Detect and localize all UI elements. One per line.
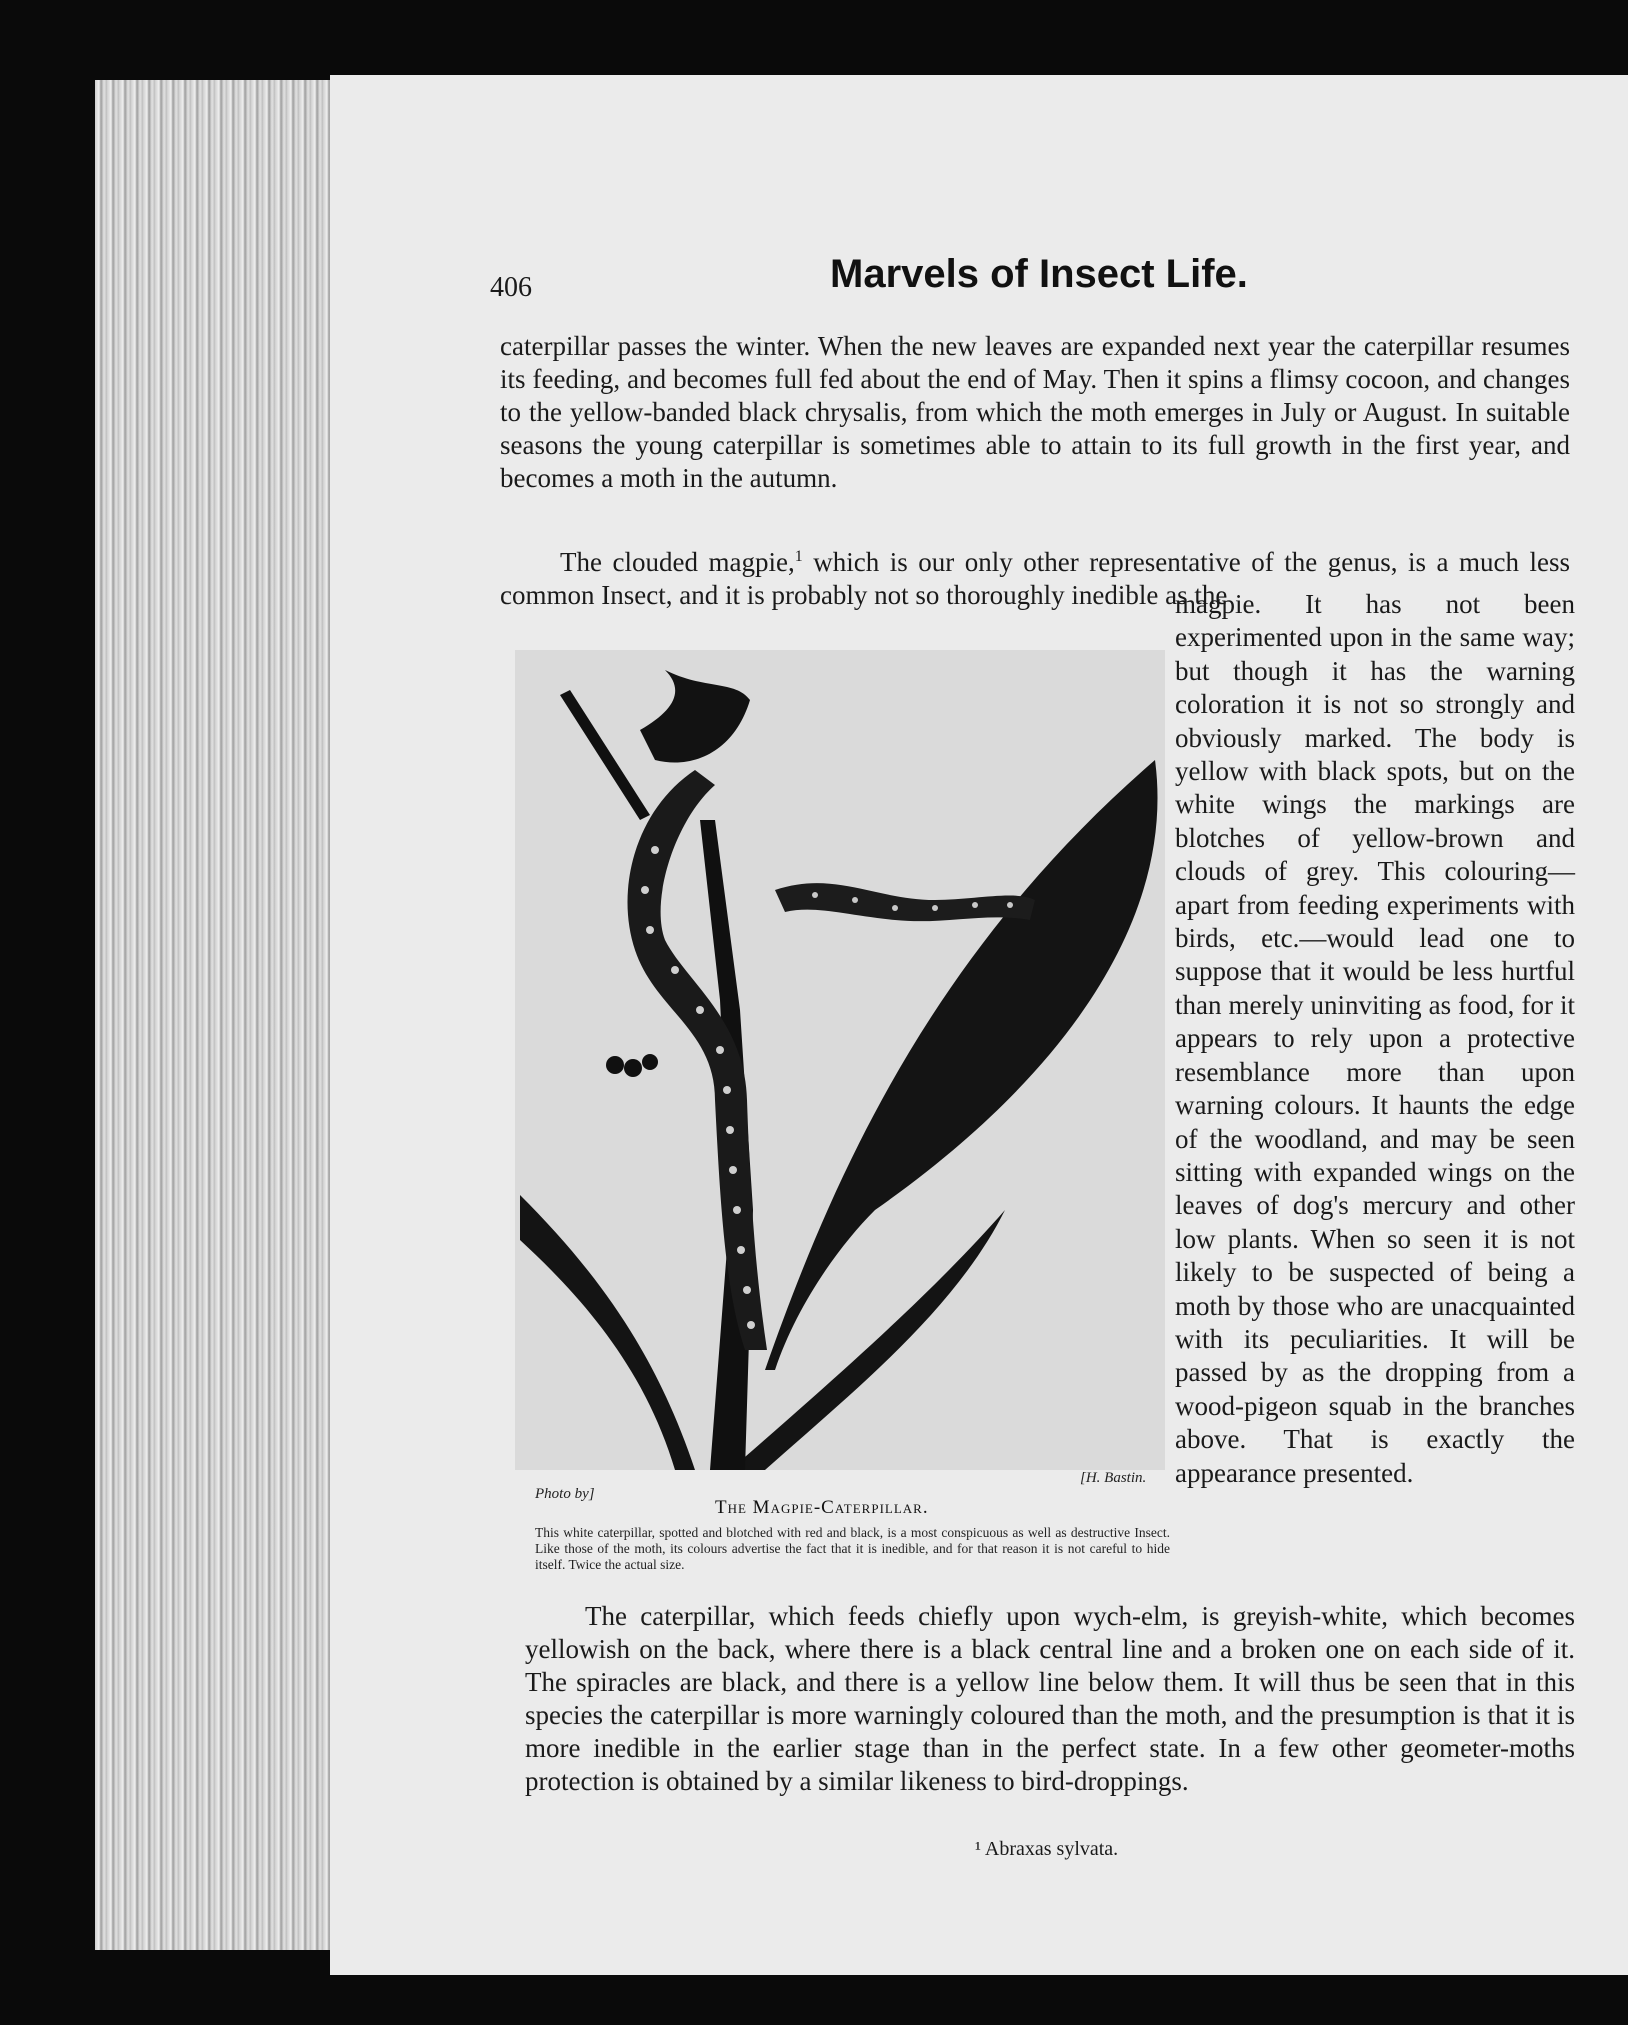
body-paragraph-2-continued: magpie. It has not been experimented upon in the same way; but though it has the warning coloration it is not so strongly and obviously marked. The body is yellow with black spots, but on the white wings the markings are blotches of yellow-brown and clouds of grey. This colouring—apart from feeding experiments with birds, etc.—would lead one to suppose that it would be less hurtful than merely uninviting as food, for it appears to rely upon a protective resemblance more than upon warning colours. It haunts the edge of the woodland, and may be seen sitting with expanded wings on the leaves of dog's mercury and other low plants. When so seen it is not likely to be suspected of being a moth by those who are unacquainted with its peculiarities. It will be passed by as the dropping from a wood-pigeon squab in the branches above. That is exactly the appearance presented. [1175, 589, 1575, 1488]
footnote-ref: 1 [794, 548, 803, 565]
photo-credit-prefix: Photo by] [535, 1486, 595, 1502]
figure-caption-title: The Magpie-Caterpillar. [715, 1497, 929, 1518]
body-paragraph-3: The caterpillar, which feeds chiefly upon wych-elm, is greyish-white, which becomes yellowish on the back, where there is a black central line and a broken one on each side of it. The spiracles are black, and there is a yellow line below them. It will thus be seen that in this species the caterpillar is more warningly coloured than the moth, and the presumption is that it is more inedible in the earlier stage than in the perfect state. In a few other geometer-moths protection is obtained by a similar likeness to bird-droppings. [525, 1601, 1575, 1796]
caterpillar-illustration [515, 650, 1165, 1470]
running-head: Marvels of Insect Life. [830, 252, 1248, 296]
body-paragraph-1: caterpillar passes the winter. When the new leaves are expanded next year the caterpillar resumes its feeding, and becomes full fed about the end of May. Then it spins a flimsy cocoon, and changes to the yellow-banded black chrysalis, from which the moth emerges in July or August. In suitable seasons the young caterpillar is sometimes able to attain to its full growth in the first year, and becomes a moth in the autumn. [500, 331, 1570, 493]
para2-start: The clouded magpie, [560, 547, 795, 577]
book-page-edges [95, 80, 345, 1950]
footnote: ¹ Abraxas sylvata. [975, 1838, 1119, 1860]
photo-credit-name: [H. Bastin. [1080, 1470, 1147, 1486]
page-number: 406 [490, 272, 532, 303]
figure-caption-body: This white caterpillar, spotted and blotched with red and black, is a most conspicuous as well as destructive Insect. Like those of the moth, its colours advertise the fact that it is inedible, and for that reason it is not careful to hide itself. Twice the actual size. [535, 1525, 1170, 1572]
caterpillar-photo [515, 650, 1165, 1470]
para2-rest: which is our only other representative of the genus, is a much less common Insect, and it is probably not so thoroughly inedible as the [500, 547, 1570, 610]
